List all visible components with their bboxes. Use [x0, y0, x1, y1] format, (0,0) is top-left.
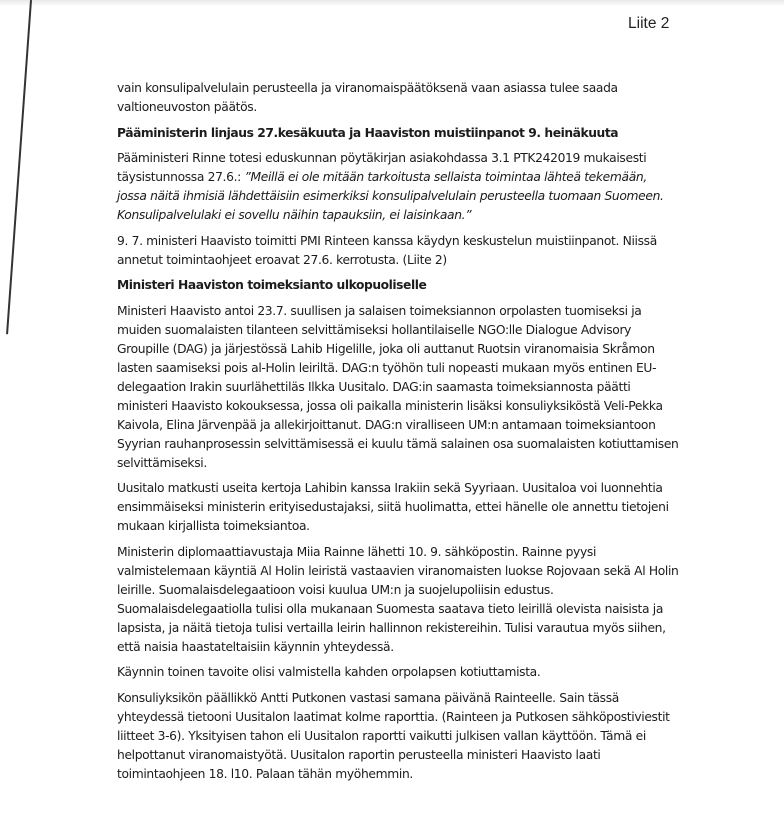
paragraph [117, 79, 757, 117]
text-line: leirille. Suomalaisdelegaatioon voisi kuulua UM:n ja suojelupoliisin edustus. [117, 582, 554, 597]
text-line: valtioneuvoston päätös. [117, 100, 257, 114]
text-line: selvittämiseksi. [117, 455, 207, 470]
paragraph [117, 232, 757, 270]
text-line: helpottanut viranomaistyötä. Uusitalon raportin perusteella ministeri Haavisto laati [117, 747, 601, 762]
text-line: toimintaohjeen 18. l10. Palaan tähän myöhemmin. [117, 766, 413, 781]
text-line: mukaan kirjallista toimeksiantoa. [117, 519, 310, 533]
paragraph [117, 663, 757, 682]
text-line: vain konsulipalvelulain perusteella ja viranomaispäätöksenä vaan asiassa tulee saada [117, 81, 618, 95]
text-line: yhteydessä tietooni Uusitalon laatimat kolme raporttia. (Rainteen ja Putkosen sähköpostiviestit [117, 709, 670, 724]
text-line: Pääministeri Rinne totesi eduskunnan pöytäkirjan asiakohdassa 3.1 PTK242019 mukaisesti [117, 151, 647, 165]
quote-line: jossa näitä ihmisiä lähdettäisiin esimerkiksi konsulipalvelulain perusteella tuomaan Suomeen. [117, 189, 664, 203]
section-heading: Pääministerin linjaus 27.kesäkuuta ja Haaviston muistiinpanot 9. heinäkuuta [117, 125, 619, 140]
quote-text: ”Meillä ei ole mitään tarkoitusta sellaista toimintaa lähteä tekemään, [244, 170, 647, 184]
text-line: delegaation Irakin suurlähettiläs Ilkka Uusitalo. DAG:in saamasta toimeksiannosta päätti [117, 379, 631, 394]
text-line: Kaivola, Elina Järvenpää ja allekirjoittanut. DAG:n viralliseen UM:n antamaan toimeksiantoon [117, 417, 656, 432]
text-line: Suomalaisdelegaatiolla tulisi olla mukanaan Suomesta saatava tieto leirillä olevista naisista ja [117, 601, 664, 616]
scan-top-shadow [0, 0, 784, 6]
text-line: liitteet 3-6). Yksityisen tahon eli Uusitalon raportti vaikutti julkisen vallan käyttöön. Tämä ei [117, 728, 646, 743]
text-line: valmistelemaan käyntiä Al Holin leiristä vastaavien viranomaisten luokse Rojovaan sekä Al Holin [117, 563, 679, 578]
text-line: lapsista, ja näitä tietoja tulisi vertailla leirin hallinnon rekistereihin. Tulisi varautua myös siihen, [117, 620, 666, 635]
document-body [117, 79, 757, 790]
paragraph [117, 543, 757, 657]
text-line: Ministerin diplomaattiavustaja Miia Rainne lähetti 10. 9. sähköpostin. Rainne pyysi [117, 544, 597, 559]
text-line: annetut toimintaohjeet eroavat 27.6. kerrotusta. (Liite 2) [117, 252, 447, 267]
text-line: ensimmäiseksi ministerin erityisedustajaksi, siitä huolimatta, ettei hänelle ole annettu tietojeni [117, 500, 669, 514]
text-line: Käynnin toinen tavoite olisi valmistella kahden orpolapsen kotiuttamista. [117, 665, 541, 679]
text-line: Konsuliyksikön päällikkö Antti Putkonen vastasi samana päivänä Rainteelle. Sain tässä [117, 690, 619, 705]
attachment-label: Liite 2 [628, 15, 670, 32]
text-line: lasten saamiseksi pois al-Holin leiriltä. DAG:n työhön tuli nopeasti mukaan myös entinen EU- [117, 360, 657, 375]
paragraph [117, 479, 757, 536]
text-line: Groupille (DAG) ja järjestössä Lahib Higelille, joka oli auttanut Ruotsin viranomaisia Skråmon [117, 341, 655, 356]
text-line: Syyrian rauhanprosessin selvittämisessä ei kuulu tämä salainen osa suomalaisten kotiuttamisen [117, 436, 679, 451]
paragraph [117, 302, 757, 473]
text-run: täysistunnossa 27.6.: [117, 170, 245, 184]
paragraph [117, 689, 757, 784]
scan-edge-line [6, 0, 31, 334]
text-line: 9. 7. ministeri Haavisto toimitti PMI Rinteen kanssa käydyn keskustelun muistiinpanot. Niissä [117, 233, 657, 248]
section-heading: Ministeri Haaviston toimeksianto ulkopuoliselle [117, 278, 427, 292]
text-line: Uusitalo matkusti useita kertoja Lahibin kanssa Irakiin sekä Syyriaan. Uusitaloa voi luonnehtia [117, 481, 663, 495]
text-line: että naisia haastateltaisiin käynnin yhteydessä. [117, 639, 394, 654]
text-line: ministeri Haavisto kokouksessa, jossa oli paikalla ministerin lisäksi konsuliyksiköstä Veli-Pekka [117, 398, 663, 413]
text-line: Ministeri Haavisto antoi 23.7. suullisen ja salaisen toimeksiannon orpolasten tuomiseksi ja [117, 303, 642, 318]
text-line-with-quote [117, 168, 757, 187]
text-line: muiden suomalaisten tilanteen selvittämiseksi hollantilaiselle NGO:lle Dialogue Advisory [117, 322, 632, 337]
paragraph [117, 149, 757, 225]
quote-line: Konsulipalvelulaki ei sovellu näihin tapauksiin, ei laisinkaan.” [117, 208, 472, 222]
